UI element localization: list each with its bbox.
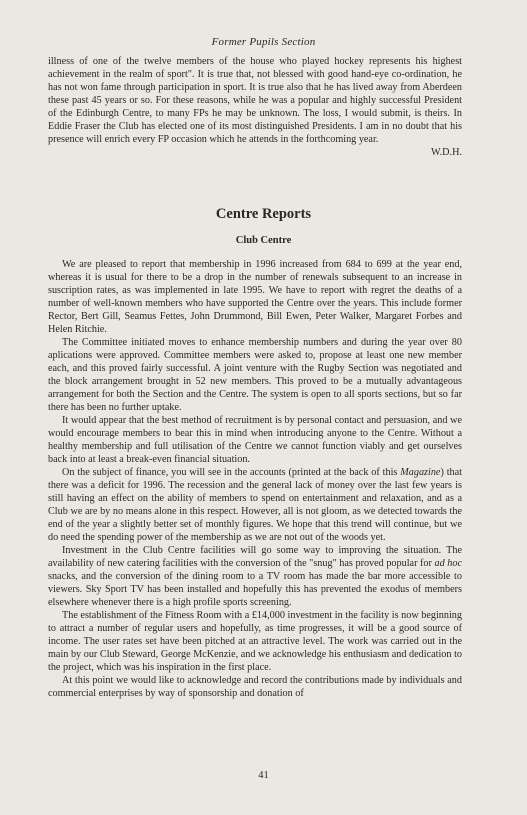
p5-adhoc-italic: ad hoc [434,558,462,569]
p4-text-a: On the subject of finance, you will see in the accounts (printed at the back of this [62,467,401,478]
report-paragraph-5 [48,544,462,609]
report-paragraph-3: It would appear that the best method of recruitment is by personal contact and persuasion, and we would encourage members to bear this in mind when introducing anyone to the Centre. Without a healthy membership and full utilisation of the Centre we cannot function viably and get ourselves back into at least a break-even financial situation. [48,415,462,465]
p5-text-a: Investment in the Club Centre facilities will go some way to improving the situation. The availability of new catering facilities with the conversion of the "snug" has proved popular for [48,545,462,569]
intro-paragraph: illness of one of the twelve members of the house who played hockey represents his highest achievement in the realm of sport". It is true that, not blessed with good hand-eye co-ordination, he has not won fame through participation in sport. It is true also that he has lived away from Aberdeen these past 45 years or so. For these reasons, while he was a popular and highly successful President of the Edinburgh Centre, to many FPs he may be unknown. The loss, I would submit, is theirs. In Eddie Fraser the Club has elected one of its most distinguished Presidents. I am in no doubt that his presence will enrich every FP occasion which he attends in the forthcoming year. [48,56,462,145]
page-number: 41 [258,770,269,781]
report-paragraph-6: The establishment of the Fitness Room with a £14,000 investment in the facility is now beginning to attract a number of regular users and hopefully, as time progresses, it will be a good source of income. The user rates set have been pitched at an attractive level. The work was carried out in the main by our Club Steward, George McKenzie, and we acknowledge his enthusiasm and dedication to the project, which was his inspiration in the first place. [48,610,462,673]
intro-block [48,55,462,159]
running-head: Former Pupils Section [211,36,316,48]
p5-text-b: snacks, and the conversion of the dining room to a TV room has made the bar more accessible to viewers. Sky Sport TV has been installed and hopefully this has prevented the exodus of members elsewhere whenever there is a high profile sports screening. [48,571,462,608]
report-paragraph-2: The Committee initiated moves to enhance membership numbers and during the year over 80 aplications were approved. Committee members were asked to, propose at least one new member each, and this proved fairly successful. A joint venture with the Rugby Section was negotiated and the block arrangement brought in 52 new members. This proved to be a mutually advantageous arrangement for both the Section and the Centre. The system is open to all sports sections, but so far there has been no further uptake. [48,337,462,413]
subsection-title: Club Centre [235,235,292,246]
p4-magazine-italic: Magazine [400,467,441,478]
report-paragraph-7: At this point we would like to acknowledge and record the contributions made by individuals and commercial enterprises by way of sponsorship and donation of [48,675,462,699]
report-paragraph-4 [48,466,462,544]
report-body [48,258,462,700]
signature: W.D.H. [430,147,462,158]
report-paragraph-1: We are pleased to report that membership in 1996 increased from 684 to 699 at the year end, whereas it is usual for there to be a drop in the number of renewals subsequent to an increase in suscription rates, as was implemented in late 1995. We have to report with regret the deaths of a number of well-known members who have supported the Centre over the years. This include former Rector, Bert Gill, Seamus Fettes, John Drummond, Bill Ewen, Peter Walker, Margaret Forbes and Helen Ritchie. [48,259,462,335]
p4-text-b: ) that there was a deficit for 1996. The recession and the general lack of money over the last few years is still having an effect on the ability of members to spend on entertainment and relaxation, and as a Club we are by no means alone in this respect. However, all is not gloom, as we detected towards the end of the year a slightly better set of monthly figures. We hope that this trend will continue, but we do need the spending power of the membership as we are not out of the woods yet. [48,467,462,543]
section-title: Centre Reports [215,206,312,222]
